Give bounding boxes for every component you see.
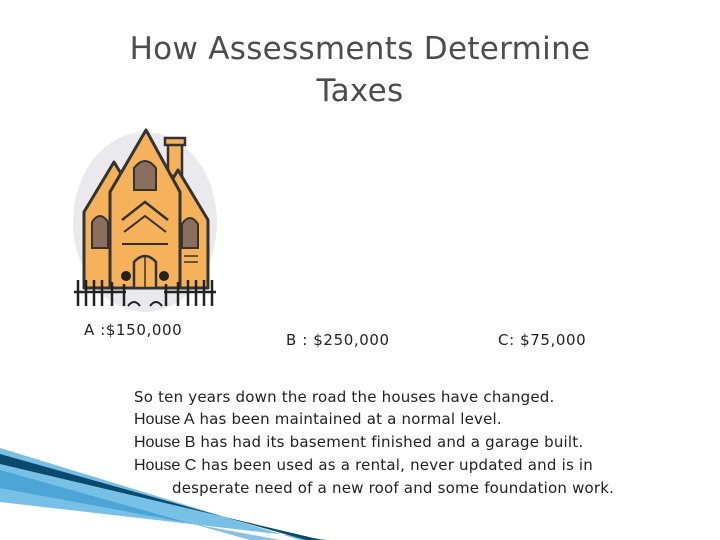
corner-accent-stripes [0,440,330,540]
window-right [182,218,198,248]
continuation-line: desperate need of a new roof and some foundation work. [172,479,615,497]
house-b-value: B : $250,000 [286,331,390,349]
lamp-left [121,271,131,281]
house-a-line [134,408,704,431]
slide-title [60,28,660,112]
house-b-description: has had its basement finished and a garage built. [195,433,584,451]
house-a-description: has been maintained at a normal level. [194,410,502,428]
house-clipart [72,120,218,312]
window-top [134,161,156,190]
lamp-right [159,271,169,281]
house-c-description: has been used as a rental, never updated and is in [196,456,594,474]
house-b-name: House B [134,434,196,451]
chimney-cap [165,138,185,145]
title-line-1: How Assessments Determine [129,31,591,67]
window-left [92,216,108,248]
title-line-2: Taxes [316,73,404,109]
house-a-value: A :$150,000 [84,321,183,339]
house-c-value: C: $75,000 [498,331,587,349]
house-c-name: House C [134,457,197,474]
intro-line: So ten years down the road the houses have changed. [134,388,555,406]
house-a-name: House A [134,411,195,428]
